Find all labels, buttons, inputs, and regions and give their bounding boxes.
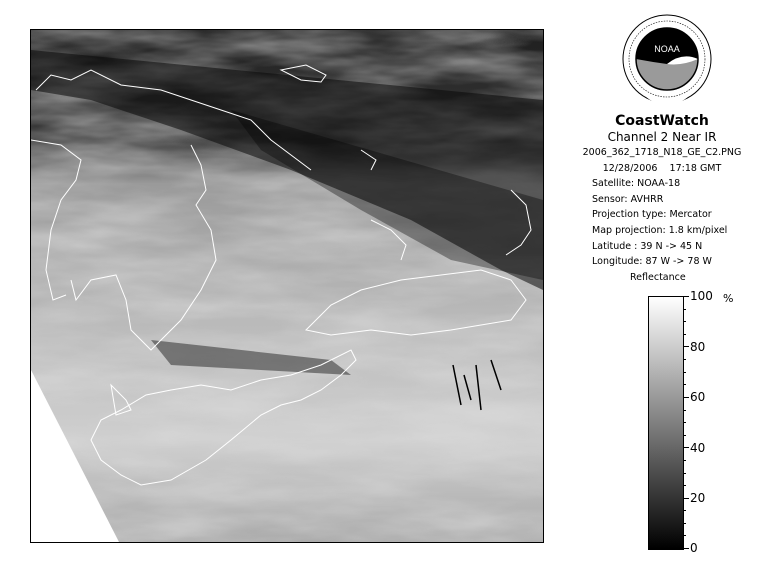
minor-tick xyxy=(683,384,686,385)
minor-tick xyxy=(683,473,686,474)
tick-60 xyxy=(683,397,689,398)
noaa-logo xyxy=(622,14,712,104)
minor-tick xyxy=(683,410,686,411)
label-20: 20 xyxy=(690,491,706,505)
minor-tick xyxy=(683,309,686,310)
filename: 2006_362_1718_N18_GE_C2.PNG xyxy=(582,147,742,158)
longitude: Longitude: 87 W -> 78 W xyxy=(592,256,712,268)
satellite: Satellite: NOAA-18 xyxy=(592,178,681,190)
legend-unit: % xyxy=(723,292,734,305)
legend-title: Reflectance xyxy=(630,272,686,283)
minor-tick xyxy=(683,535,686,536)
time: 17:18 GMT xyxy=(669,162,722,174)
map-projection: Map projection: 1.8 km/pixel xyxy=(592,224,728,236)
label-0: 0 xyxy=(690,541,698,555)
projection-type: Projection type: Mercator xyxy=(592,209,712,221)
tick-40 xyxy=(683,447,689,448)
reflectance-colorbar xyxy=(648,296,684,550)
date: 12/28/2006 xyxy=(602,162,658,174)
minor-tick xyxy=(683,359,686,360)
minor-tick xyxy=(683,523,686,524)
latitude: Latitude : 39 N -> 45 N xyxy=(592,240,703,252)
tick-100 xyxy=(683,296,689,297)
minor-tick xyxy=(683,334,686,335)
tick-20 xyxy=(683,498,689,499)
product-info xyxy=(560,113,764,270)
satellite-map xyxy=(30,29,544,543)
sensor: Sensor: AVHRR xyxy=(592,193,664,205)
minor-tick xyxy=(683,485,686,486)
logo-center-text: NOAA xyxy=(654,44,680,54)
minor-tick xyxy=(683,422,686,423)
minor-tick xyxy=(683,321,686,322)
minor-tick xyxy=(683,510,686,511)
label-40: 40 xyxy=(690,441,706,455)
tick-0 xyxy=(683,548,689,549)
label-80: 80 xyxy=(690,340,706,354)
satellite-image xyxy=(31,30,543,542)
minor-tick xyxy=(683,435,686,436)
tick-80 xyxy=(683,346,689,347)
datetime xyxy=(560,161,764,177)
brand-title: CoastWatch xyxy=(615,113,709,129)
label-60: 60 xyxy=(690,390,706,404)
channel-label: Channel 2 Near IR xyxy=(607,130,717,144)
minor-tick xyxy=(683,460,686,461)
minor-tick xyxy=(683,372,686,373)
label-100: 100 xyxy=(690,289,713,303)
